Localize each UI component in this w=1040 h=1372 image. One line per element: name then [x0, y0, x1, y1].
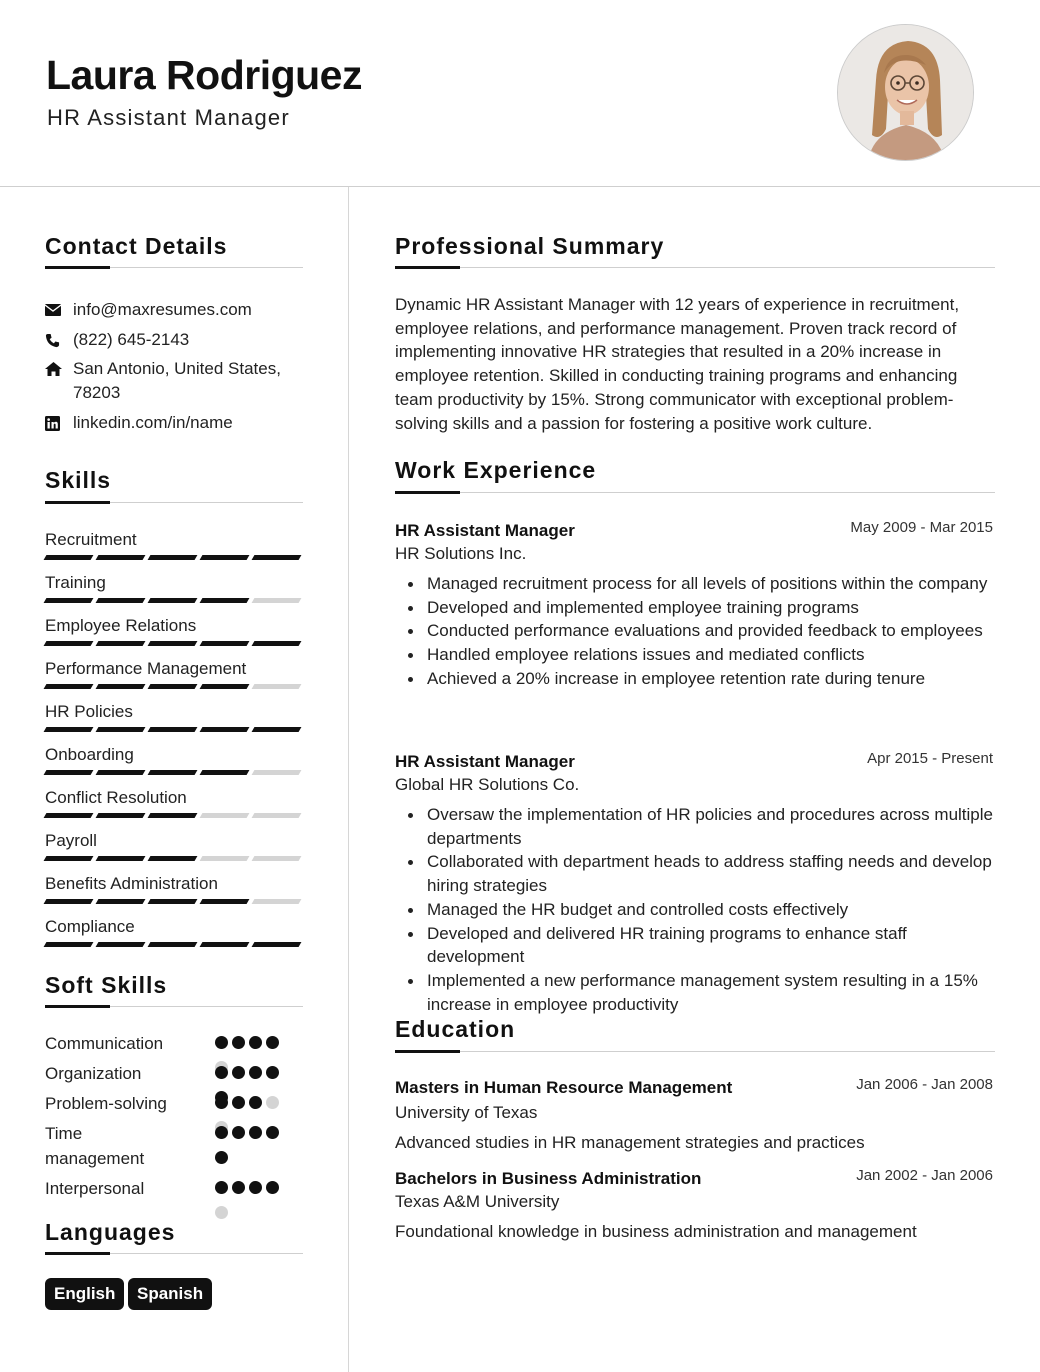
soft-skill-level-dot [215, 1181, 228, 1194]
degree-description: Foundational knowledge in business administration and management [395, 1222, 917, 1241]
soft-skill-level-dot [215, 1036, 228, 1049]
phone-icon [45, 328, 73, 352]
skill-item [45, 615, 303, 646]
degree-title: Bachelors in Business Administration [395, 1169, 702, 1188]
skill-item [45, 658, 303, 689]
skill-level-segment [96, 641, 146, 646]
contact-address-text: San Antonio, United States, 78203 [73, 359, 281, 402]
skill-level-bars [45, 813, 303, 818]
skill-level-segment [252, 555, 302, 560]
language-badge: English [45, 1278, 124, 1310]
summary-heading-rule [395, 267, 995, 268]
skill-level-segment [200, 942, 250, 947]
contact-linkedin-text: linkedin.com/in/name [73, 413, 233, 432]
contact-linkedin[interactable] [45, 411, 303, 435]
skill-level-segment [96, 770, 146, 775]
job-dates: Apr 2015 - Present [867, 750, 993, 767]
soft-skill-label: Time management [45, 1124, 145, 1168]
degree-title: Masters in Human Resource Management [395, 1078, 733, 1097]
skill-level-segment [148, 856, 198, 861]
summary-text: Dynamic HR Assistant Manager with 12 years of experience in recruitment, employee relations, and performance management. Proven track record of implementing innovative HR strategies that resulted in a 20% increase in employee retention. Skilled in conducting training programs and enhancing team productivity by 15%. Strong communicator with exceptional problem-solving skills and a passion for fostering a positive work culture. [395, 295, 960, 433]
soft-skill-level-dots [215, 1126, 287, 1176]
skill-level-bars [45, 598, 303, 603]
skill-level-segment [252, 641, 302, 646]
skill-level-segment [96, 684, 146, 689]
skill-item [45, 701, 303, 732]
skill-level-segment [96, 555, 146, 560]
skill-level-segment [148, 555, 198, 560]
soft-skill-level-dot [215, 1096, 228, 1109]
envelope-icon [45, 298, 73, 322]
skill-level-segment [252, 942, 302, 947]
skill-level-segment [44, 555, 94, 560]
contact-phone-text: (822) 645-2143 [73, 330, 190, 349]
degree-school: University of Texas [395, 1103, 538, 1122]
skill-level-segment [44, 770, 94, 775]
job-bullet: Collaborated with department heads to address staffing needs and develop hiring strategies [427, 850, 997, 897]
skill-level-bars [45, 856, 303, 861]
skill-level-segment [200, 856, 250, 861]
skill-level-segment [252, 856, 302, 861]
job-bullets [427, 572, 997, 691]
linkedin-icon [45, 411, 73, 435]
skill-level-segment [96, 942, 146, 947]
resume-header [0, 0, 1040, 187]
soft-skill-level-dot [249, 1126, 262, 1139]
skill-level-bars [45, 555, 303, 560]
job-dates: May 2009 - Mar 2015 [850, 519, 993, 536]
skill-level-segment [44, 598, 94, 603]
skill-label: Employee Relations [45, 616, 197, 635]
skill-item [45, 529, 303, 560]
experience-heading-rule [395, 492, 995, 493]
job-company: HR Solutions Inc. [395, 544, 527, 563]
education-heading-rule [395, 1051, 995, 1052]
soft-skill-level-dot [232, 1181, 245, 1194]
skill-level-segment [252, 598, 302, 603]
skill-level-segment [200, 727, 250, 732]
skill-level-segment [252, 899, 302, 904]
job-bullets [427, 803, 997, 1016]
contact-email-text: info@maxresumes.com [73, 300, 252, 319]
soft-skill-label: Communication [45, 1034, 164, 1053]
soft-skill-level-dot [249, 1096, 262, 1109]
skill-level-segment [148, 813, 198, 818]
skill-label: Training [45, 573, 106, 592]
degree-dates: Jan 2002 - Jan 2006 [856, 1167, 993, 1184]
skill-label: Conflict Resolution [45, 788, 187, 807]
skill-level-segment [44, 856, 94, 861]
skill-level-bars [45, 641, 303, 646]
skill-level-segment [96, 899, 146, 904]
soft-skill-level-dot [249, 1181, 262, 1194]
job-bullet: Managed recruitment process for all levels of positions within the company [427, 572, 997, 596]
home-icon [45, 357, 73, 381]
skill-label: Compliance [45, 917, 135, 936]
skill-level-segment [148, 899, 198, 904]
skill-level-segment [44, 899, 94, 904]
soft-skill-level-dot [266, 1126, 279, 1139]
skill-level-segment [200, 555, 250, 560]
skill-label: Payroll [45, 831, 97, 850]
soft-skill-level-dot [232, 1036, 245, 1049]
job-title: HR Assistant Manager [395, 521, 575, 540]
skill-level-segment [252, 684, 302, 689]
soft-skill-level-dot [232, 1066, 245, 1079]
soft-skill-label: Interpersonal [45, 1179, 145, 1198]
experience-heading: Work Experience [395, 457, 597, 483]
contact-email[interactable] [45, 298, 303, 322]
job-bullet: Managed the HR budget and controlled costs effectively [427, 898, 997, 922]
candidate-name: Laura Rodriguez [46, 52, 362, 98]
soft-skill-label: Problem-solving [45, 1094, 167, 1113]
skill-item [45, 873, 303, 904]
skill-label: Benefits Administration [45, 874, 218, 893]
language-badge: Spanish [128, 1278, 212, 1310]
skill-label: HR Policies [45, 702, 133, 721]
skill-level-segment [148, 598, 198, 603]
skill-level-segment [200, 598, 250, 603]
skill-level-bars [45, 727, 303, 732]
languages-heading: Languages [45, 1219, 176, 1245]
skill-level-segment [148, 684, 198, 689]
soft-skill-level-dot [215, 1126, 228, 1139]
skill-level-segment [44, 727, 94, 732]
soft-skills-heading: Soft Skills [45, 972, 168, 998]
skills-heading: Skills [45, 467, 112, 493]
contact-heading: Contact Details [45, 233, 228, 259]
degree-school: Texas A&M University [395, 1192, 560, 1211]
skill-level-segment [200, 641, 250, 646]
job-bullet: Developed and delivered HR training programs to enhance staff development [427, 922, 997, 969]
job-bullet: Conducted performance evaluations and provided feedback to employees [427, 619, 997, 643]
job-bullet: Handled employee relations issues and mediated conflicts [427, 643, 997, 667]
skill-level-segment [252, 727, 302, 732]
job-bullet: Developed and implemented employee training programs [427, 596, 997, 620]
skill-level-segment [44, 641, 94, 646]
skill-level-bars [45, 770, 303, 775]
soft-skill-level-dot [249, 1036, 262, 1049]
degree-dates: Jan 2006 - Jan 2008 [856, 1076, 993, 1093]
skill-level-segment [200, 899, 250, 904]
skill-level-segment [44, 942, 94, 947]
profile-photo-illustration [838, 25, 974, 161]
skill-level-bars [45, 942, 303, 947]
skill-level-segment [200, 813, 250, 818]
skill-item [45, 830, 303, 861]
job-bullet: Achieved a 20% increase in employee retention rate during tenure [427, 667, 997, 691]
summary-heading-accent [395, 266, 460, 269]
education-heading: Education [395, 1016, 516, 1042]
skill-level-segment [148, 641, 198, 646]
job-title: HR Assistant Manager [395, 752, 575, 771]
job-company: Global HR Solutions Co. [395, 775, 580, 794]
skill-level-segment [96, 813, 146, 818]
skill-label: Performance Management [45, 659, 247, 678]
skill-label: Onboarding [45, 745, 134, 764]
soft-skill-level-dot [266, 1096, 279, 1109]
languages-heading-accent [45, 1252, 110, 1255]
soft-skill-level-dot [266, 1181, 279, 1194]
skill-level-bars [45, 899, 303, 904]
skill-level-segment [200, 684, 250, 689]
column-divider [348, 187, 349, 1372]
skill-level-segment [252, 813, 302, 818]
skill-level-segment [148, 727, 198, 732]
skill-item [45, 787, 303, 818]
skill-level-segment [200, 770, 250, 775]
skill-level-bars [45, 684, 303, 689]
soft-skill-label: Organization [45, 1064, 142, 1083]
skill-level-segment [252, 770, 302, 775]
candidate-title: HR Assistant Manager [47, 105, 290, 130]
soft-skill-level-dot [266, 1036, 279, 1049]
soft-skill-level-dot [215, 1151, 228, 1164]
skill-item [45, 916, 303, 947]
summary-heading: Professional Summary [395, 233, 665, 259]
skill-level-segment [44, 684, 94, 689]
soft-skill-level-dot [232, 1096, 245, 1109]
soft-skills-heading-accent [45, 1005, 110, 1008]
contact-phone[interactable] [45, 328, 303, 352]
skill-level-segment [96, 598, 146, 603]
soft-skill-level-dots [215, 1181, 287, 1231]
skill-label: Recruitment [45, 530, 137, 549]
soft-skill-level-dot [249, 1066, 262, 1079]
profile-photo [837, 24, 974, 161]
soft-skill-level-dot [215, 1066, 228, 1079]
skill-item [45, 744, 303, 775]
education-heading-accent [395, 1050, 460, 1053]
skill-level-segment [96, 856, 146, 861]
job-bullet: Oversaw the implementation of HR policies and procedures across multiple departments [427, 803, 997, 850]
skill-level-segment [148, 770, 198, 775]
job-bullet: Implemented a new performance management system resulting in a 15% increase in employee productivity [427, 969, 997, 1016]
skills-heading-accent [45, 501, 110, 504]
skill-item [45, 572, 303, 603]
degree-description: Advanced studies in HR management strategies and practices [395, 1133, 865, 1152]
contact-heading-accent [45, 266, 110, 269]
soft-skill-level-dot [266, 1066, 279, 1079]
contact-address [45, 357, 303, 405]
skill-level-segment [96, 727, 146, 732]
skill-level-segment [44, 813, 94, 818]
skill-level-segment [148, 942, 198, 947]
soft-skill-level-dot [232, 1126, 245, 1139]
experience-heading-accent [395, 491, 460, 494]
soft-skill-level-dot [215, 1206, 228, 1219]
